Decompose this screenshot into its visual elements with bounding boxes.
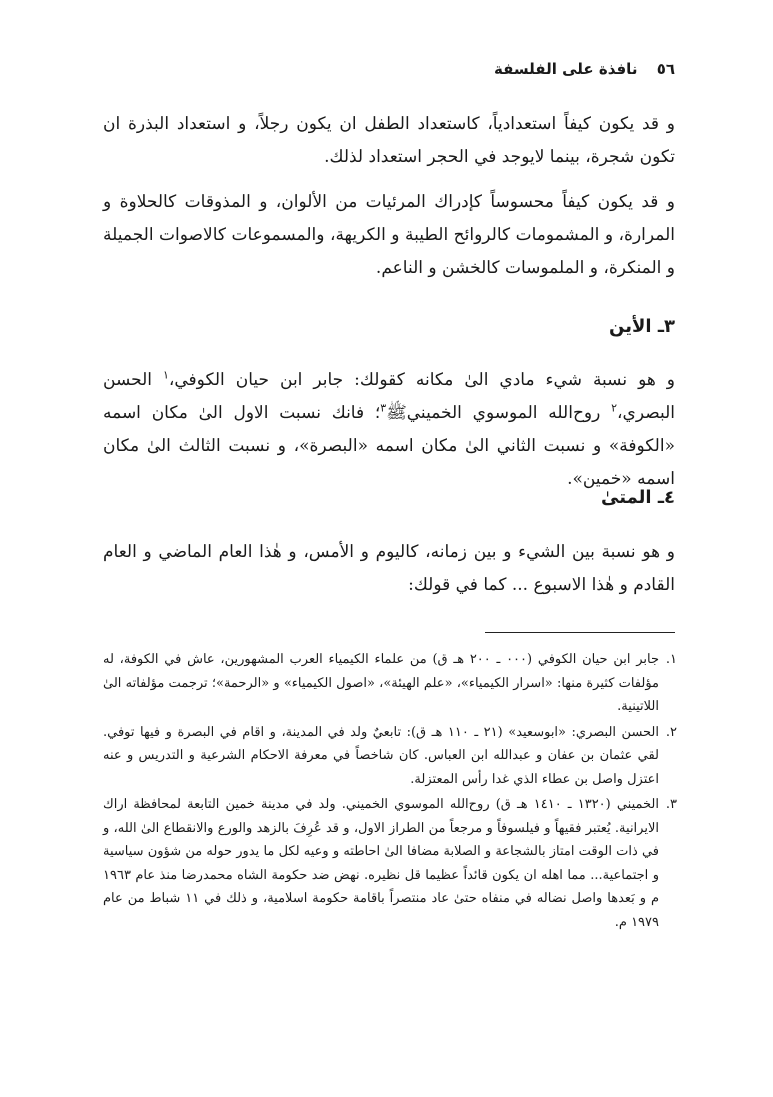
where-text-a: و هو نسبة شيء مادي الىٰ مكانه كقولك: جابر ابن حيان الكوفي،	[168, 370, 675, 390]
page-number: ٥٦	[656, 60, 675, 78]
footnote-item	[103, 648, 677, 719]
where-text-d: ؛ فانك نسبت الاول الىٰ مكان اسمه «الكوفة» و نسبت الثاني الىٰ مكان اسمه «البصرة»، و نسبت الثالث الىٰ مكان اسمه «خمين».	[103, 403, 675, 489]
footnote-divider	[485, 632, 675, 633]
footnote-text: الخميني (١٣٢٠ ـ ١٤١٠ هـ ق) روح‌الله الموسوي الخميني. ولد في مدينة خمين التابعة لمحافظة اراك الايرانية. يُعتبر فقيهاً و فيلسوفاً و مرجعاً من الطراز الاول، و قد عُرِفَ بالزهد والورع والانقطاع الىٰ الله، و في ذات الوقت امتاز بالشجاعة و الصلابة مضافا الىٰ احاطته و وعيه لكل ما يدور حوله من شؤون سياسية و اجتماعية... مما اهله ان يكون قائداً عظيما قل نظيره. نهض ضد حكومة الشاه محمدرضا منذ عام ١٩٦٣ م و بَعدها واصل نضاله في منفاه حتىٰ عاد منتصراً باقامة حكومة اسلامية، و ذلك في ١١ شباط من عام ١٩٧٩ م.	[103, 797, 660, 930]
footnote-number: ٢.	[665, 724, 677, 740]
running-header	[494, 60, 675, 78]
book-title: نافذة على الفلسفة	[494, 60, 638, 78]
footnote-number: ١.	[665, 652, 677, 667]
footnote-ref-3[interactable]: ٣	[380, 401, 387, 415]
footnote-item	[103, 721, 677, 792]
section-heading-where: ٣ـ الأين	[609, 316, 675, 337]
section-heading-when: ٤ـ المتىٰ	[601, 487, 675, 508]
honorific-glyph: ﷺ	[386, 403, 407, 423]
footnote-text: الحسن البصري: «ابوسعيد» (٢١ ـ ١١٠ هـ ق): تابعيٌ ولد في المدينة، و اقام في البصرة و فيها توفي. لقي عثمان بن عفان و عبدالله ابن العباس. كان شاخصاً في معرفة الاحكام الشرعية و التدريس و عنه اعتزل واصل بن عطاء الذي غدا رأس المعتزلة.	[103, 724, 660, 787]
footnote-number: ٣.	[665, 797, 677, 812]
paragraph-sensible-quality: و قد يكون كيفاً محسوساً كإدراك المرئيات من الألوان، و المذوقات كالحلاوة و المرارة، و المشمومات كالروائح الطيبة و الكريهة، والمسموعات كالاصوات الجميلة و المنكرة، و الملموسات كالخشن و الناعم.	[103, 192, 675, 278]
footnote-item	[103, 793, 677, 934]
footnote-ref-2[interactable]: ٢	[611, 401, 618, 415]
where-text-b: الحسن البصري،	[103, 370, 675, 423]
paragraph-where	[103, 364, 675, 496]
footnotes-list	[103, 648, 677, 936]
footnote-text: جابر ابن حيان الكوفي (٠٠٠ ـ ٢٠٠ هـ ق) من علماء الكيمياء العرب المشهورين، عاش في الكوفة، له مؤلفات كثيرة منها: «اسرار الكيمياء»، «علم الهيئة»، «اصول الكيمياء» و «الرحمة»؛ ترجمت مؤلفاته الىٰ اللاتينية.	[103, 652, 659, 714]
where-text-c: روح‌الله الموسوي الخميني	[406, 403, 612, 423]
paragraph-potential-quality: و قد يكون كيفاً استعدادياً، كاستعداد الطفل ان يكون رجلاً، و استعداد البذرة ان تكون شجرة، بينما لايوجد في الحجر استعداد لذلك.	[103, 114, 675, 167]
footnote-ref-1[interactable]: ١	[162, 368, 169, 382]
paragraph-when: و هو نسبة بين الشيء و بين زمانه، كاليوم و الأمس، و هٰذا العام الماضي و العام القادم و هٰذا الاسبوع ... كما في قولك:	[103, 542, 675, 595]
